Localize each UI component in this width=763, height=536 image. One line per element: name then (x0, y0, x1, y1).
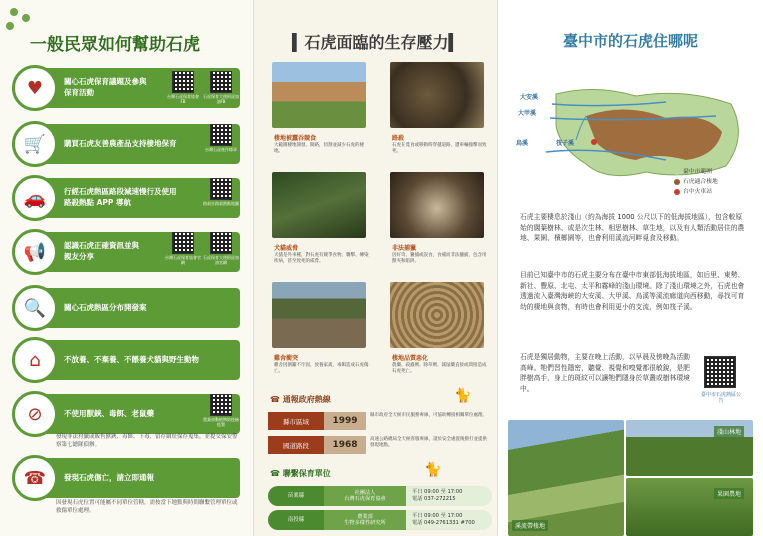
contact-phone: 電話 049-2761331 #700 (412, 520, 475, 526)
paw-print-icon (10, 8, 18, 16)
legend-label: 台中火車站 (683, 189, 712, 195)
panel-how-to-help (0, 0, 253, 536)
help-note: 發現非法狩獵或販售獸鋏、毒餌、下毒、留存網址保存蒐集，並提交保安警察第七總隊偵辦。 (56, 434, 238, 448)
qr-code (704, 356, 736, 388)
house-icon: ⌂ (12, 337, 58, 383)
qr-code (210, 232, 232, 254)
help-item-label: 認識石虎正確資訊並與 (64, 241, 139, 251)
threat-title: 路殺 (392, 135, 405, 142)
help-item-4 (14, 232, 240, 272)
photo-habitat-degradation (390, 282, 484, 348)
help-note: 因發現石虎位置可能屬不同單位管轄，需按當下地點與時間聯繫管理單位或救傷單位處理。 (56, 500, 238, 514)
behavior-paragraph: 石虎是獨居動物，主要在晚上活動，以早晨及傍晚為活動高峰。牠們習性隱密，聽覺、視覺和嗅覺都很敏銳，是肥胖樹高手，身上的斑紋可以讓牠們隱身於草叢或樹林環境中。 (520, 353, 690, 393)
hotline-row (268, 436, 488, 454)
magnifier-icon: 🔍 (12, 285, 58, 331)
panel-title-text: 石虎面臨的生存壓力 (304, 33, 449, 52)
threat-title: 雞舍衝突 (274, 355, 299, 362)
photo-label: 溪流帶棲地 (512, 520, 548, 531)
help-item-label: 不放養、不棄養、不餵養犬貓與野生動物 (64, 354, 199, 364)
threat-desc: 大範圍棲地開發、開路，切割並減少石虎的棲地。 (274, 143, 364, 155)
taichung-map (516, 56, 756, 196)
legend-item (674, 166, 712, 175)
hotline-number: 1968 (324, 436, 366, 454)
contact-org: 台灣石虎保育協會 (344, 496, 386, 502)
qr-caption: 臺中市石虎熱區公告 (700, 392, 741, 404)
panel-title: ▍石虎面臨的生存壓力▍ (292, 33, 461, 52)
threat-desc: 犬貓是外來種，對石虎有競爭食物、襲擊、傳染疾病，甚至致死的威脅。 (274, 253, 369, 265)
contact-org: 生物多樣性研究所 (344, 520, 386, 526)
help-item-label: 關心石虎熱區分布開發案 (64, 302, 147, 312)
legend-label: 石虎適合棲地 (683, 179, 718, 185)
car-icon: 🚗 (12, 175, 58, 221)
photo-dog-cat-threat (272, 172, 366, 238)
help-item-label: 行經石虎熱區路段減速慢行及使用 (64, 187, 177, 197)
help-item-label: 不使用獸鋏、毒餌、老鼠藥 (64, 408, 154, 418)
contact-phone: 電話 037-272215 (412, 496, 456, 502)
qr-code (210, 71, 232, 93)
photo-label: 果園農地 (714, 488, 744, 499)
help-item-6 (14, 340, 240, 380)
no-trap-icon: ⊘ (12, 391, 58, 437)
hotline-heading-text: 通報政府熱線 (282, 395, 331, 404)
qr-code (172, 232, 194, 254)
phone-icon: ☎ (12, 455, 58, 501)
threat-title: 非法捕獵 (392, 245, 417, 252)
help-item-label: 購買石虎友善農產品支持棲地保育 (64, 138, 177, 148)
photo-roadkill (390, 62, 484, 128)
help-item-3 (14, 178, 240, 218)
photo-stream-habitat (508, 420, 624, 536)
photo-label: 淺山林地 (714, 426, 744, 437)
threat-title: 棲地品質惡化 (392, 355, 429, 362)
threat-title: 棲地被蠶吞競食 (274, 135, 317, 142)
qr-caption: 農業部動植物防疫檢疫署 (203, 417, 239, 427)
help-item-1 (14, 68, 240, 108)
contact-area: 苗栗縣 (287, 492, 305, 499)
panel-title: 臺中市的石虎住哪呢 (562, 32, 698, 50)
panel-where-in-taichung (498, 0, 763, 536)
cart-icon: 🛒 (12, 121, 58, 167)
help-item-2 (14, 124, 240, 164)
qr-caption: 石虎保育大使阿虎加油官網 (203, 255, 239, 265)
hotline-label: 國道路段 (268, 436, 324, 454)
hotline-number: 1999 (324, 412, 366, 430)
map-label-fazi-river: 筏子溪 (556, 140, 575, 147)
qr-caption: 台灣石虎保育協會FB (167, 94, 199, 104)
map-label-dajia-river: 大甲溪 (518, 110, 537, 117)
contact-row (268, 486, 492, 506)
contact-hours: 平日 09:00 至 17:00 (412, 513, 463, 520)
qr-code (210, 124, 232, 146)
cat-silhouette-icon: 🐈 (424, 462, 442, 478)
help-item-5 (14, 288, 240, 328)
photo-chicken-coop (272, 282, 366, 348)
map-station-marker (591, 139, 597, 145)
contact-hours: 平日 09:00 至 17:00 (412, 489, 463, 496)
contact-row (268, 510, 492, 530)
hotline-heading: ☎ 通報政府熱線 (270, 395, 331, 404)
qr-caption: 路殺社路殺熱點地圖 (203, 201, 239, 206)
legend-swatch (674, 169, 680, 175)
legend-swatch (674, 189, 680, 195)
qr-caption: 台灣石虎保育協會官網 (165, 255, 201, 265)
help-item-8 (14, 458, 240, 498)
threat-desc: 因好奇、獵捕或誤食，食補而非法獵捕，包含用獸夾和陷阱。 (392, 253, 487, 265)
threat-desc: 農藥、殺蟲劑、除草劑、減鼠藥直接或間接造成石虎死亡。 (392, 363, 487, 375)
help-item-label: 路殺熱點 APP 導航 (64, 198, 132, 207)
megaphone-icon: 📢 (12, 229, 58, 275)
photo-orchard (626, 478, 753, 536)
legend-item (674, 186, 712, 195)
threat-desc: 雞舍因圍籬不牢固，放養家禽，毒餌造成石虎傷亡。 (274, 363, 369, 375)
qr-code (210, 178, 232, 200)
help-item-label: 關心石虎保育議題及參與 (64, 77, 147, 87)
distribution-paragraph: 目前已知臺中市的石虎主要分布在臺中市東部低海拔地區，如后里、東勢、新社、豐原、北屯、太平和霧峰的淺山環境。除了淺山環境之外，石虎也會透過流入臺灣海峽的大安溪、大甲溪、烏溪等溪流廊道向西移動，尋找可育幼的棲地與食物，有時也會利用更小的支流，例如筏子溪。 (520, 271, 745, 311)
threat-desc: 石虎在覓食或移動時穿越道路，遭車輛撞擊而致死。 (392, 143, 487, 155)
hotline-label: 縣市區域 (268, 412, 324, 430)
map-label-wu-river: 烏溪 (516, 140, 529, 147)
panel-title: 一般民眾如何幫助石虎 (30, 35, 200, 55)
panel-survival-pressure (253, 0, 498, 536)
hotline-desc: 高速公路總局全天候客服專線，請於安全處置後撥打並提供發現地點。 (370, 437, 487, 449)
qr-caption: 石虎保育大使阿虎加油FB (203, 94, 239, 104)
contact-area: 南投縣 (287, 516, 305, 523)
heart-hands-icon: ♥ (12, 65, 58, 111)
paw-print-icon (22, 14, 30, 22)
help-item-7 (14, 394, 240, 434)
paw-print-icon (6, 22, 14, 30)
help-item-label: 發現石虎傷亡，請立即通報 (64, 472, 154, 482)
qr-caption: 台灣石虎產作標章 (205, 147, 237, 152)
photo-habitat-loss (272, 62, 366, 128)
contact-org: 社團法人 (354, 489, 376, 496)
habitat-paragraph: 石虎主要棲息於淺山（約為海拔 1000 公尺以下的低海拔地區），包含較原始的闊葉樹林、或是次生林、相思樹林、草生地，以及有人類活動居住的農地、果園、檳榔園等，也會利用溪流河畔覓食及移動。 (520, 213, 745, 243)
help-item-label: 保育活動 (64, 88, 94, 97)
hotline-desc: 縣市政府全天候市民服務專線，可協助轉接相關單位處理。 (370, 413, 487, 418)
photo-illegal-hunting (390, 172, 484, 238)
legend-label: 臺中市範圍 (683, 169, 712, 175)
help-item-label: 親友分享 (64, 252, 94, 261)
legend-item (674, 176, 718, 185)
qr-code (210, 394, 232, 416)
map-label-daan-river: 大安溪 (520, 94, 539, 101)
legend-swatch (674, 179, 680, 185)
cat-silhouette-icon: 🐈 (454, 388, 472, 404)
threat-title: 犬貓威脅 (274, 245, 299, 252)
contact-org: 農業部 (357, 513, 373, 520)
qr-code (172, 71, 194, 93)
contact-heading-text: 聯繫保育單位 (282, 469, 331, 478)
contact-heading: ☎ 聯繫保育單位 (270, 469, 331, 478)
hotline-row (268, 412, 488, 430)
